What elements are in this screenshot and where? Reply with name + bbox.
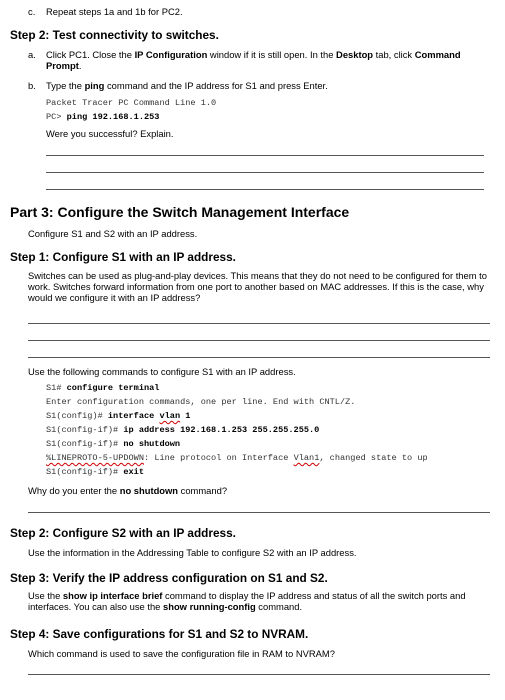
code-line-ping: PC> ping 192.168.1.253	[46, 112, 160, 122]
list-marker-c: c.	[28, 6, 36, 17]
answer-line	[46, 155, 484, 156]
step3-verify-heading: Step 3: Verify the IP address configuration on S1 and S2.	[10, 571, 328, 585]
part3-intro: Configure S1 and S2 with an IP address.	[28, 228, 198, 239]
code-line-interface-vlan: S1(config)# interface vlan 1	[46, 411, 191, 421]
step4-save-heading: Step 4: Save configurations for S1 and S2 to NVRAM.	[10, 627, 309, 641]
question-no-shutdown: Why do you enter the no shutdown command?	[28, 485, 228, 496]
code-line-pt-banner: Packet Tracer PC Command Line 1.0	[46, 98, 217, 108]
code-line-ip-address: S1(config-if)# ip address 192.168.1.253 255.255.255.0	[46, 425, 320, 435]
step1-paragraph: Switches can be used as plug-and-play devices. This means that they do not need to be configured for them to work. Switches forward information from one port to another based on MAC addresses. If this is the case, why would we configure it with an IP address?	[28, 270, 487, 303]
step3-verify-text: Use the show ip interface brief command to display the IP address and status of all the switch ports and interfaces. You can also use the show running-config command.	[28, 590, 466, 612]
step2-s2-heading: Step 2: Configure S2 with an IP address.	[10, 526, 236, 540]
step2-test-heading: Step 2: Test connectivity to switches.	[10, 28, 219, 42]
answer-line	[28, 674, 490, 675]
step-b-instruction: Type the ping command and the IP address for S1 and press Enter.	[46, 80, 328, 91]
answer-line	[28, 323, 490, 324]
list-marker-b: b.	[28, 80, 36, 91]
step1-s1-heading: Step 1: Configure S1 with an IP address.	[10, 250, 236, 264]
question-successful: Were you successful? Explain.	[46, 128, 174, 139]
code-line-lineproto: %LINEPROTO-5-UPDOWN: Line protocol on Interface Vlan1, changed state to up	[46, 453, 428, 463]
use-following-text: Use the following commands to configure S1 with an IP address.	[28, 366, 296, 377]
code-line-configure-terminal: S1# configure terminal	[46, 383, 160, 393]
step2-s2-text: Use the information in the Addressing Table to configure S2 with an IP address.	[28, 547, 357, 558]
code-line-enter-config: Enter configuration commands, one per line. End with CNTL/Z.	[46, 397, 356, 407]
answer-line	[46, 189, 484, 190]
answer-line	[28, 357, 490, 358]
part3-heading: Part 3: Configure the Switch Management Interface	[10, 204, 350, 220]
step-a-instruction: Click PC1. Close the IP Configuration window if it is still open. In the Desktop tab, click Command Prompt.	[46, 49, 461, 71]
repeat-steps-text: Repeat steps 1a and 1b for PC2.	[46, 6, 183, 17]
answer-line	[46, 172, 484, 173]
list-marker-a: a.	[28, 49, 36, 60]
code-line-exit: S1(config-if)# exit	[46, 467, 144, 477]
answer-line	[28, 340, 490, 341]
answer-line	[28, 512, 490, 513]
question-save-command: Which command is used to save the configuration file in RAM to NVRAM?	[28, 648, 335, 659]
code-line-no-shutdown: S1(config-if)# no shutdown	[46, 439, 181, 449]
